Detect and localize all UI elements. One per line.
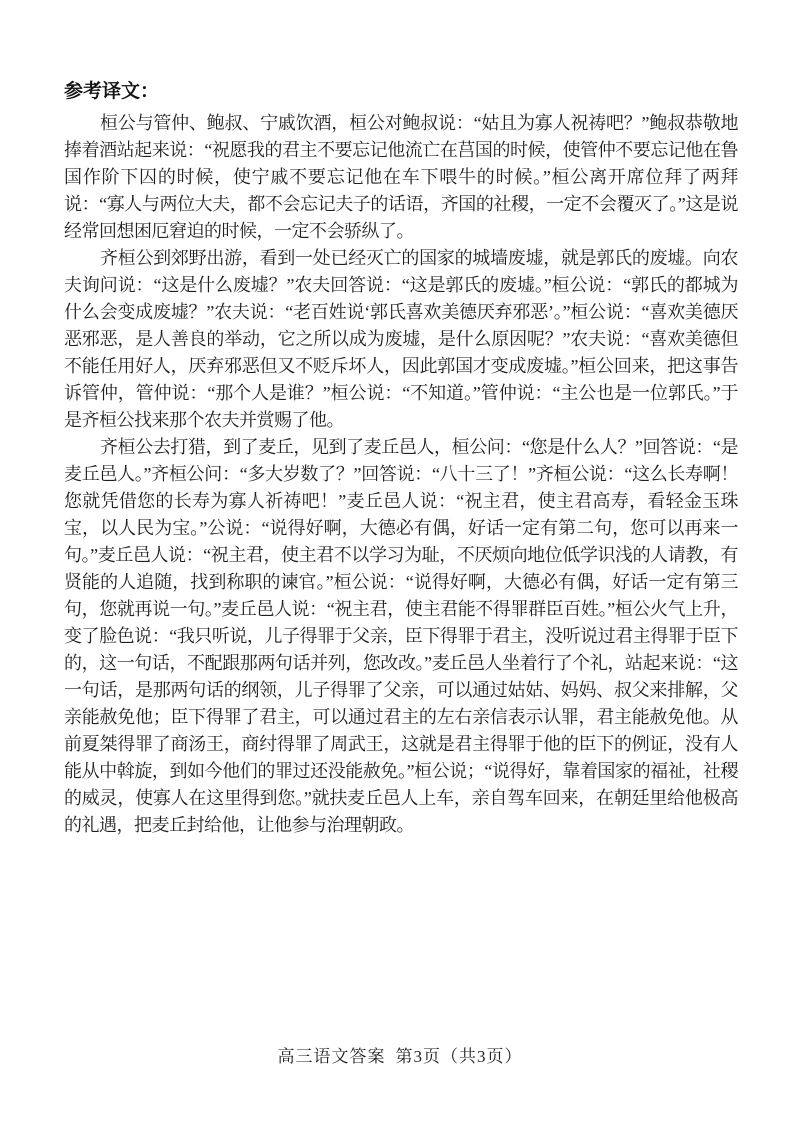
translation-section [64,78,738,839]
translation-paragraph-3: 齐桓公去打猎，到了麦丘，见到了麦丘邑人，桓公问：“您是什么人？”回答说：“是麦丘邑人。”齐桓公问：“多大岁数了？”回答说：“八十三了！”齐桓公说：“这么长寿啊！您就凭借您的长寿为寡人祈祷吧！”麦丘邑人说：“祝主君，使主君高寿，看轻金玉珠宝，以人民为宝。”公说：“说得好啊，大德必有偶，好话一定有第二句，您可以再来一句。”麦丘邑人说：“祝主君，使主君不以学习为耻，不厌烦向地位低学识浅的人请教，有贤能的人追随，找到称职的谏官。”桓公说：“说得好啊，大德必有偶，好话一定有第三句，您就再说一句。”麦丘邑人说：“祝主君，使主君能不得罪群臣百姓。”桓公火气上升，变了脸色说：“我只听说，儿子得罪于父亲，臣下得罪于君主，没听说过君主得罪于臣下的，这一句话，不配跟那两句话并列，您改改。”麦丘邑人坐着行了个礼，站起来说：“这一句话，是那两句话的纲领，儿子得罪了父亲，可以通过姑姑、妈妈、叔父来排解，父亲能赦免他；臣下得罪了君主，可以通过君主的左右亲信表示认罪，君主能赦免他。从前夏桀得罪了商汤王，商纣得罪了周武王，这就是君主得罪于他的臣下的例证，没有人能从中斡旋，到如今他们的罪过还没能赦免。”桓公说；“说得好，靠着国家的福祉，社稷的威灵，使寡人在这里得到您。”就扶麦丘邑人上车，亲自驾车回来，在朝廷里给他极高的礼遇，把麦丘封给他，让他参与治理朝政。 [64,437,738,835]
translation-paragraph-1: 桓公与管仲、鲍叔、宁戚饮酒，桓公对鲍叔说：“姑且为寡人祝祷吧？”鲍叔恭敬地捧着酒站起来说：“祝愿我的君主不要忘记他流亡在莒国的时候，使管仲不要忘记他在鲁国作阶下囚的时候，使宁戚不要忘记他在车下喂牛的时候。”桓公离开席位拜了两拜说：“寡人与两位大夫，都不会忘记夫子的话语，齐国的社稷，一定不会覆灭了。”这是说经常回想困厄窘迫的时候，一定不会骄纵了。 [64,113,738,241]
footer-document-title: 高三语文答案 [277,1047,386,1066]
translation-paragraph-2: 齐桓公到郊野出游，看到一处已经灭亡的国家的城墙废墟，就是郭氏的废墟。向农夫询问说：“这是什么废墟？”农夫回答说：“这是郭氏的废墟。”桓公说：“郭氏的都城为什么会变成废墟？”农夫说：“老百姓说‘郭氏喜欢美德厌弃邪恶’。”桓公说：“喜欢美德厌恶邪恶，是人善良的举动，它之所以成为废墟，是什么原因呢？”农夫说：“喜欢美德但不能任用好人，厌弃邪恶但又不贬斥坏人，因此郭国才变成废墟。”桓公回来，把这事告诉管仲，管仲说：“那个人是谁？”桓公说：“不知道。”管仲说：“主公也是一位郭氏。”于是齐桓公找来那个农夫并赏赐了他。 [64,248,738,430]
page-footer [0,1042,800,1067]
section-heading: 参考译文： [64,81,160,102]
footer-page-number: 第3页（共3页） [395,1047,523,1066]
